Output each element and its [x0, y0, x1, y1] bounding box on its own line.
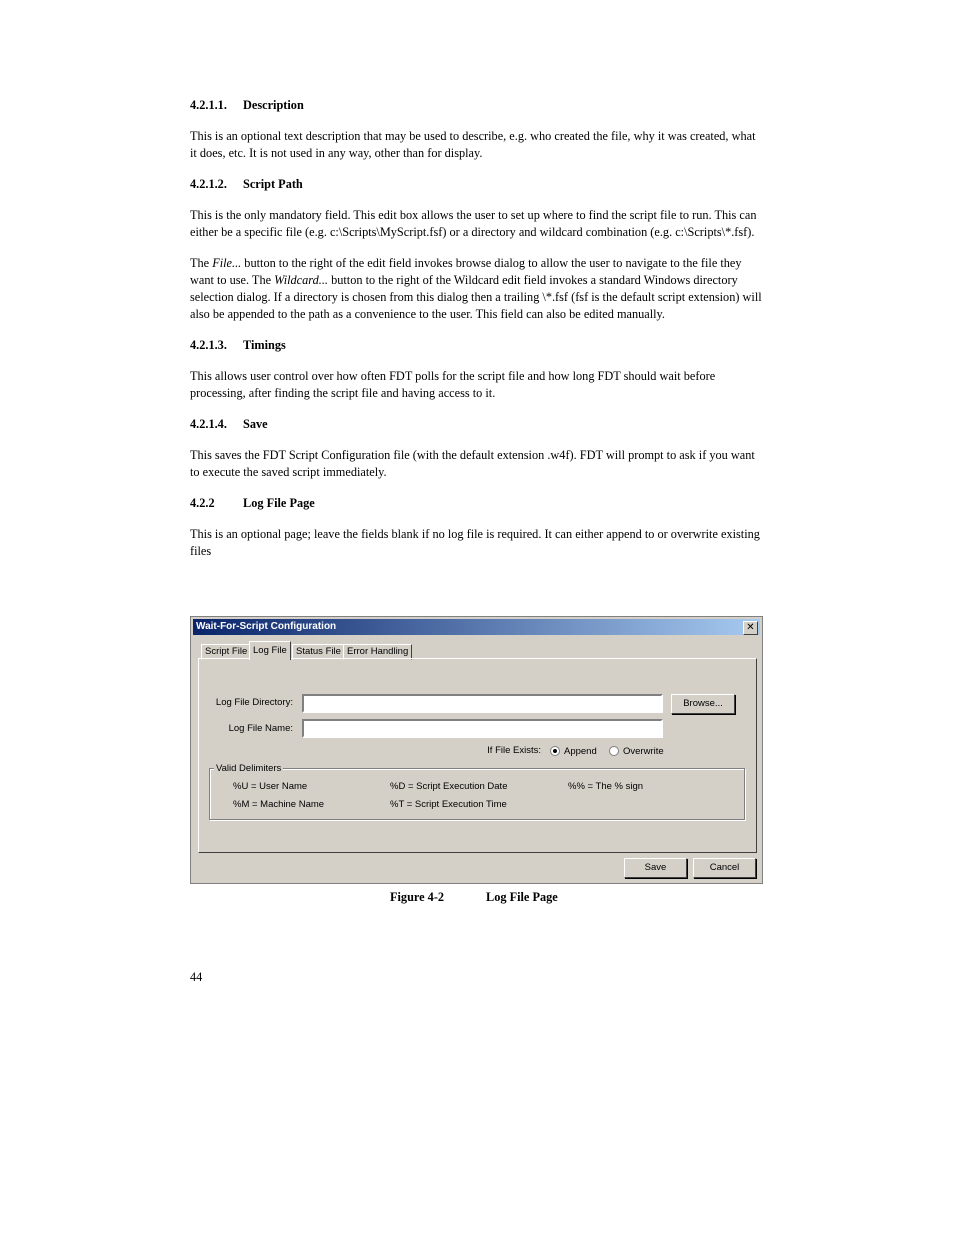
- heading-title: Log File Page: [243, 496, 315, 510]
- log-directory-input[interactable]: [302, 694, 663, 713]
- figure-number: Figure 4-2: [390, 890, 445, 904]
- if-file-exists-label: If File Exists:: [487, 745, 541, 756]
- figure-title: Log File Page: [486, 890, 558, 904]
- delimiter-item: %U = User Name: [233, 781, 308, 792]
- browse-button[interactable]: Browse...: [671, 694, 735, 714]
- heading-description: [190, 97, 762, 114]
- delimiter-item: %T = Script Execution Time: [390, 799, 507, 810]
- append-radio[interactable]: [550, 746, 560, 756]
- heading-title: Script Path: [243, 177, 303, 191]
- tab-log-file[interactable]: Log File: [249, 641, 291, 660]
- valid-delimiters-legend: Valid Delimiters: [216, 763, 282, 774]
- close-icon[interactable]: ✕: [743, 621, 758, 635]
- tab-panel: [198, 658, 757, 853]
- text-fragment: button to the right of the Wildcard edit field invokes a standard Windows directory selection dialog. If a directory is chosen from this dialog then a trailing \*.fsf (fsf is the default script extension) will also be appended to the path as a convenience to the user. This field can also be edited manually.: [190, 273, 762, 321]
- heading-number: 4.2.2: [190, 496, 215, 510]
- overwrite-radio[interactable]: [609, 746, 619, 756]
- cancel-button[interactable]: Cancel: [693, 858, 756, 878]
- overwrite-label: Overwrite: [623, 746, 664, 757]
- delimiter-item: %M = Machine Name: [233, 799, 325, 810]
- document-body: [190, 97, 762, 560]
- paragraph-script-path-2: [190, 255, 762, 323]
- valid-delimiters-group: [209, 768, 745, 820]
- heading-number: 4.2.1.4.: [190, 417, 227, 431]
- log-directory-label: Log File Directory:: [215, 697, 293, 708]
- heading-number: 4.2.1.3.: [190, 338, 227, 352]
- tab-error-handling[interactable]: Error Handling: [343, 644, 412, 660]
- delimiter-item: %% = The % sign: [568, 781, 644, 792]
- page-number: 44: [190, 970, 203, 984]
- wildcard-button-reference: Wildcard...: [274, 273, 328, 287]
- heading-title: Save: [243, 417, 268, 431]
- paragraph-description: This is an optional text description that may be used to describe, e.g. who created the file, why it was created, what it does, etc. It is not used in any way, other than for display.: [190, 129, 756, 160]
- save-button[interactable]: Save: [624, 858, 687, 878]
- paragraph-script-path-1: This is the only mandatory field. This edit box allows the user to set up where to find the script file to run. This can either be a specific file (e.g. c:\Scripts\MyScript.fsf) or a directory and wildcard combination (e.g. c:\Scripts\*.fsf).: [190, 208, 757, 239]
- dialog-title-bar: [193, 619, 760, 635]
- paragraph-log-file-page: This is an optional page; leave the fields blank if no log file is required. It can either append to or overwrite existing files: [190, 527, 760, 558]
- file-button-reference: File...: [212, 256, 242, 270]
- paragraph-save: This saves the FDT Script Configuration file (with the default extension .w4f). FDT will prompt to ask if you want to execute the saved script immediately.: [190, 448, 755, 479]
- tab-script-file[interactable]: Script File: [201, 644, 251, 660]
- heading-title: Description: [243, 98, 304, 112]
- dialog-title: Wait-For-Script Configuration: [196, 621, 337, 632]
- heading-save: [190, 416, 762, 433]
- text-fragment: The: [190, 256, 213, 270]
- heading-title: Timings: [243, 338, 286, 352]
- delimiter-item: %D = Script Execution Date: [390, 781, 508, 792]
- figure-caption: [390, 890, 558, 905]
- tab-status-file[interactable]: Status File: [292, 644, 345, 660]
- heading-number: 4.2.1.2.: [190, 177, 227, 191]
- append-label: Append: [564, 746, 597, 757]
- wait-for-script-dialog: [190, 616, 763, 884]
- log-name-input[interactable]: [302, 719, 663, 738]
- heading-timings: [190, 337, 762, 354]
- heading-script-path: [190, 176, 762, 193]
- heading-log-file-page: [190, 495, 762, 512]
- heading-number: 4.2.1.1.: [190, 98, 227, 112]
- log-name-label: Log File Name:: [228, 723, 293, 734]
- paragraph-timings: This allows user control over how often FDT polls for the script file and how long FDT should wait before processing, after finding the script file and having access to it.: [190, 369, 716, 400]
- text-fragment: button to the right of the edit field invokes browse dialog to allow the user to navigate to the file they want to use. The: [190, 256, 742, 287]
